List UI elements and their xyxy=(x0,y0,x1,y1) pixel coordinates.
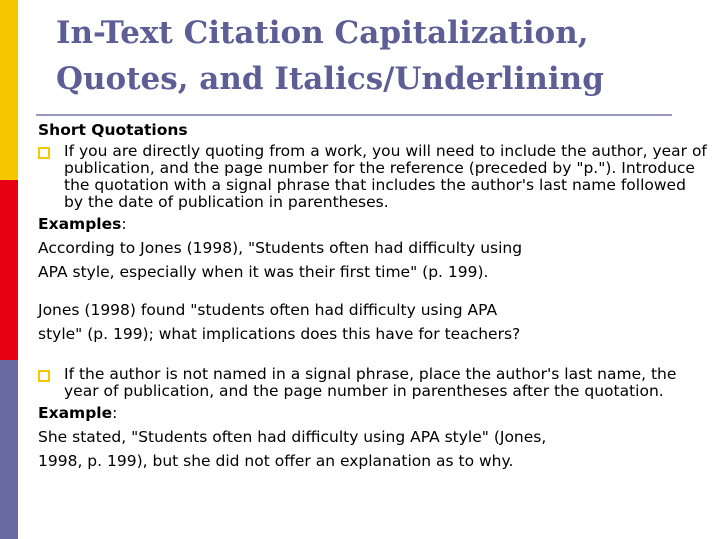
example-3 xyxy=(38,425,708,473)
example-1 xyxy=(38,236,708,284)
example-label-colon: : xyxy=(112,404,118,422)
title-divider xyxy=(36,114,672,116)
example-1-line2: APA style, especially when it was their first time" (p. 199). xyxy=(38,263,489,281)
slide-content xyxy=(38,121,708,473)
example-2 xyxy=(38,298,708,346)
example-2-line1: Jones (1998) found "students often had difficulty using APA xyxy=(38,301,498,319)
bullet-point-2 xyxy=(38,366,708,400)
slide-title-line1: In-Text Citation Capitalization, xyxy=(56,15,589,51)
side-bar-red xyxy=(0,180,18,360)
slide-title-line2: Quotes, and Italics/Underlining xyxy=(56,61,604,97)
square-bullet-icon xyxy=(38,370,50,382)
spacer xyxy=(38,346,708,363)
bullet-point-1 xyxy=(38,143,708,211)
bullet-text-1: If you are directly quoting from a work, you will need to include the author, year of publication, and the page number for the reference (preceded by "p."). Introduce the quotation with a signal phrase that includes the author's last name followed by the date of publication in parentheses. xyxy=(64,142,707,211)
example-label xyxy=(38,401,708,425)
example-2-line2: style" (p. 199); what implications does this have for teachers? xyxy=(38,325,521,343)
slide-title xyxy=(56,10,696,102)
section-heading: Short Quotations xyxy=(38,121,188,139)
side-bar-purple xyxy=(0,360,18,539)
example-3-line2: 1998, p. 199), but she did not offer an explanation as to why. xyxy=(38,452,514,470)
side-bar-yellow xyxy=(0,0,18,180)
examples-label xyxy=(38,212,708,236)
examples-label-colon: : xyxy=(121,215,127,233)
example-label-text: Example xyxy=(38,404,113,422)
example-1-line1: According to Jones (1998), "Students often had difficulty using xyxy=(38,239,523,257)
spacer xyxy=(38,284,708,298)
bullet-text-2: If the author is not named in a signal phrase, place the author's last name, the year of publication, and the page number in parentheses after the quotation. xyxy=(64,365,677,400)
example-3-line1: She stated, "Students often had difficulty using APA style" (Jones, xyxy=(38,428,547,446)
square-bullet-icon xyxy=(38,147,50,159)
examples-label-text: Examples xyxy=(38,215,122,233)
